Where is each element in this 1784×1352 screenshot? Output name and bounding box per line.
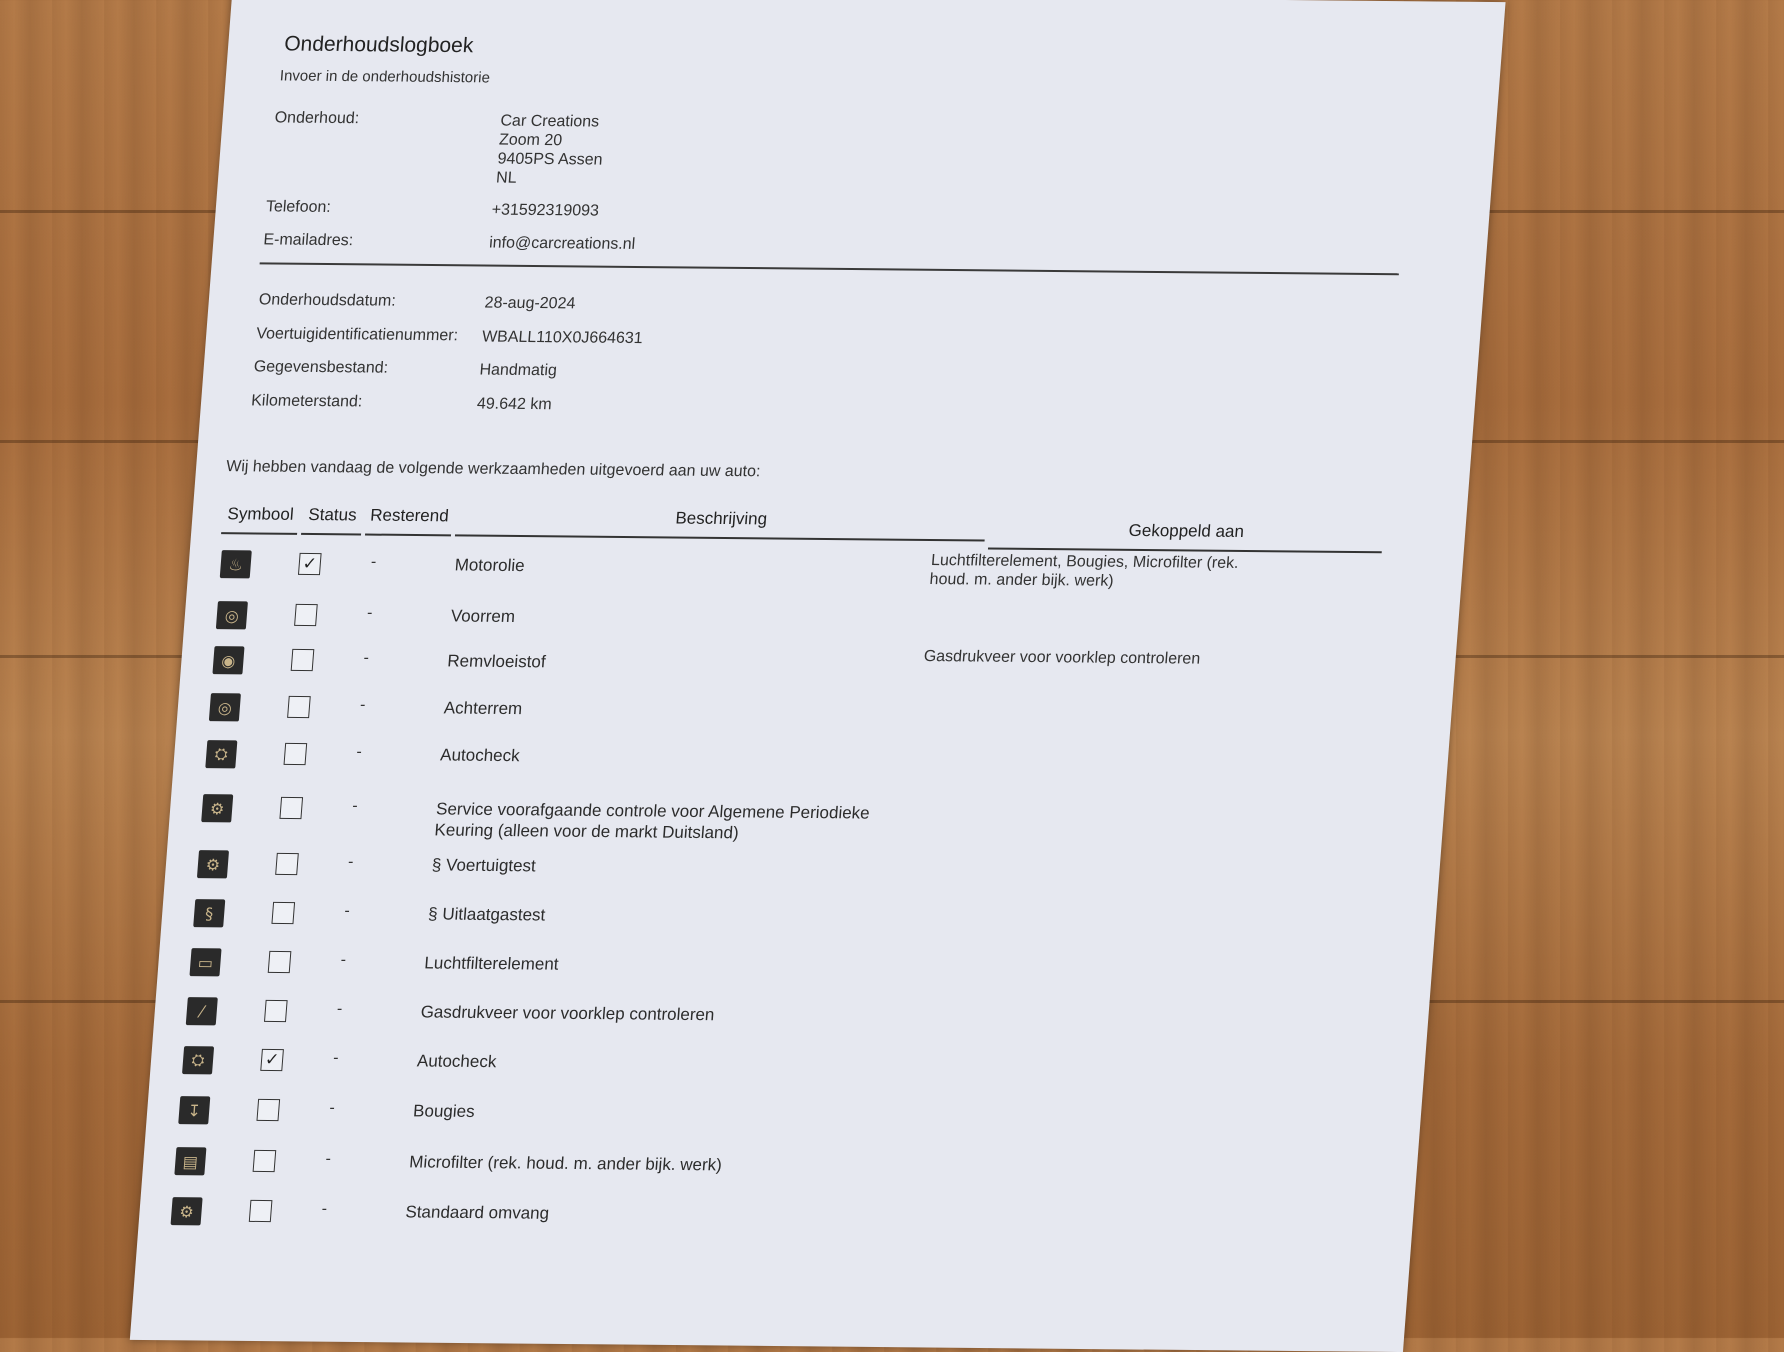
- onderhoud-label: Onderhoud:: [274, 109, 360, 128]
- table-row: [164, 850, 537, 890]
- header-resterend: Resterend: [369, 505, 450, 526]
- vehicle-check-icon: ⛭: [205, 740, 237, 768]
- status-checkbox[interactable]: ✓: [260, 1049, 284, 1071]
- km-value: 49.642 km: [476, 395, 553, 414]
- table-row: [160, 899, 547, 939]
- vehicle-test-icon: ⚙: [197, 850, 229, 878]
- gas-spring-icon: ⁄: [186, 997, 218, 1025]
- resterend-value: -: [359, 696, 367, 714]
- status-checkbox[interactable]: [256, 1099, 280, 1121]
- km-label: Kilometerstand:: [250, 392, 363, 411]
- status-checkbox[interactable]: [253, 1150, 277, 1172]
- table-row: [138, 1197, 550, 1237]
- maintenance-log-sheet: [130, 0, 1506, 1352]
- front-brake-icon: ◎: [216, 601, 248, 629]
- email-label: E-mailadres:: [262, 231, 354, 250]
- table-row: [149, 1046, 498, 1086]
- resterend-value: -: [351, 797, 359, 815]
- vin-label: Voertuigidentificatienummer:: [255, 325, 459, 345]
- emission-test-icon: §: [193, 899, 225, 927]
- vin-value: WBALL110X0J664631: [481, 328, 644, 348]
- gekoppeld-text: [890, 1097, 1230, 1100]
- resterend-value: -: [321, 1200, 328, 1218]
- beschrijving-text: Standaard omvang: [404, 1202, 550, 1223]
- gekoppeld-text: [898, 998, 1238, 1001]
- section-divider: [260, 262, 1399, 275]
- beschrijving-text: Voorrem: [450, 606, 516, 627]
- gekoppeld-text: [894, 1047, 1234, 1050]
- resterend-value: -: [347, 853, 355, 871]
- status-checkbox[interactable]: [268, 951, 292, 973]
- oil-can-icon: ♨: [220, 550, 252, 578]
- datum-value: 28-aug-2024: [483, 294, 576, 313]
- resterend-value: -: [328, 1099, 336, 1117]
- beschrijving-text: Achterrem: [443, 698, 523, 719]
- telefoon-label: Telefoon:: [265, 198, 332, 216]
- table-row: [157, 948, 560, 988]
- inspection-icon: ⚙: [201, 794, 233, 822]
- dealer-street: Zoom 20: [498, 131, 563, 150]
- beschrijving-text: Remvloeistof: [446, 651, 547, 672]
- dealer-country: NL: [495, 169, 518, 187]
- table-row: [187, 550, 1240, 590]
- gekoppeld-text: [905, 900, 1245, 903]
- status-checkbox[interactable]: [279, 797, 303, 819]
- status-checkbox[interactable]: [284, 743, 308, 765]
- gekoppeld-text: Gasdrukveer voor voorklep controleren: [923, 647, 1201, 668]
- table-row: [172, 740, 521, 780]
- table-row: [183, 601, 516, 641]
- header-underline: [455, 534, 985, 541]
- gekoppeld-text: [883, 1198, 1223, 1201]
- beschrijving-text: § Uitlaatgastest: [427, 904, 547, 925]
- beschrijving-text: Microfilter (rek. houd. m. ander bijk. werk): [408, 1152, 723, 1175]
- resterend-value: -: [324, 1150, 332, 1168]
- table-row: [180, 646, 1201, 686]
- beschrijving-text: Motorolie: [454, 555, 526, 576]
- resterend-value: -: [370, 553, 377, 571]
- status-checkbox[interactable]: [294, 604, 318, 626]
- micro-filter-icon: ▤: [174, 1147, 206, 1175]
- status-checkbox[interactable]: [287, 696, 311, 718]
- table-row: [176, 693, 523, 733]
- gekoppeld-text: [909, 851, 1249, 854]
- bestand-label: Gegevensbestand:: [253, 358, 389, 377]
- header-beschrijving: Beschrijving: [674, 508, 768, 529]
- gekoppeld-text: [917, 741, 1257, 744]
- beschrijving-text: Bougies: [412, 1101, 476, 1121]
- resterend-value: -: [366, 604, 374, 622]
- header-underline: [221, 532, 297, 535]
- document-subtitle: Invoer in de onderhoudshistorie: [279, 67, 491, 87]
- resterend-value: -: [332, 1049, 340, 1067]
- work-intro-text: Wij hebben vandaag de volgende werkzaamheden uitgevoerd aan uw auto:: [225, 458, 762, 481]
- air-filter-icon: ▭: [189, 948, 221, 976]
- datum-label: Onderhoudsdatum:: [258, 291, 397, 310]
- spark-plug-icon: ↧: [178, 1096, 210, 1124]
- document-title: Onderhoudslogboek: [283, 32, 475, 58]
- gekoppeld-text: [902, 949, 1242, 952]
- email-value: info@carcreations.nl: [488, 234, 636, 253]
- resterend-value: -: [340, 951, 347, 969]
- gekoppeld-text: Luchtfilterelement, Bougies, Microfilter (rek. houd. m. ander bijk. werk): [929, 551, 1240, 590]
- dealer-name: Car Creations: [499, 112, 600, 131]
- header-symbool: Symbool: [226, 504, 295, 524]
- status-checkbox[interactable]: [249, 1200, 273, 1222]
- resterend-value: -: [336, 1000, 343, 1018]
- status-checkbox[interactable]: [264, 1000, 288, 1022]
- table-row: [145, 1096, 476, 1136]
- beschrijving-text: Gasdrukveer voor voorklep controleren: [420, 1002, 716, 1025]
- beschrijving-text: Autocheck: [439, 745, 521, 766]
- brake-fluid-icon: ◉: [212, 646, 244, 674]
- gekoppeld-text: [921, 694, 1261, 697]
- resterend-value: -: [343, 902, 351, 920]
- table-row: [141, 1147, 723, 1187]
- header-underline: [365, 534, 451, 537]
- vehicle-check-icon: ⛭: [182, 1046, 214, 1074]
- beschrijving-text: Autocheck: [416, 1051, 498, 1072]
- resterend-value: -: [363, 649, 370, 667]
- telefoon-value: +31592319093: [491, 201, 600, 220]
- beschrijving-text: Luchtfilterelement: [423, 953, 560, 974]
- header-status: Status: [307, 504, 358, 525]
- gekoppeld-text: [928, 602, 1268, 605]
- status-checkbox[interactable]: [271, 902, 295, 924]
- standard-scope-icon: ⚙: [171, 1197, 203, 1225]
- beschrijving-text: Service voorafgaande controle voor Algemene Periodieke Keuring (alleen voor de markt Duitsland): [433, 799, 871, 843]
- resterend-value: -: [355, 743, 363, 761]
- status-checkbox[interactable]: [291, 649, 315, 671]
- dealer-city: 9405PS Assen: [496, 150, 604, 169]
- status-checkbox[interactable]: ✓: [298, 553, 322, 575]
- rear-brake-icon: ◎: [209, 693, 241, 721]
- bestand-value: Handmatig: [478, 361, 558, 380]
- header-underline: [301, 533, 361, 536]
- gekoppeld-text: [913, 795, 1253, 798]
- beschrijving-text: § Voertuigtest: [431, 855, 537, 876]
- header-gekoppeld: Gekoppeld aan: [1127, 520, 1245, 541]
- status-checkbox[interactable]: [275, 853, 299, 875]
- table-row: [168, 794, 871, 843]
- gekoppeld-text: [886, 1148, 1226, 1151]
